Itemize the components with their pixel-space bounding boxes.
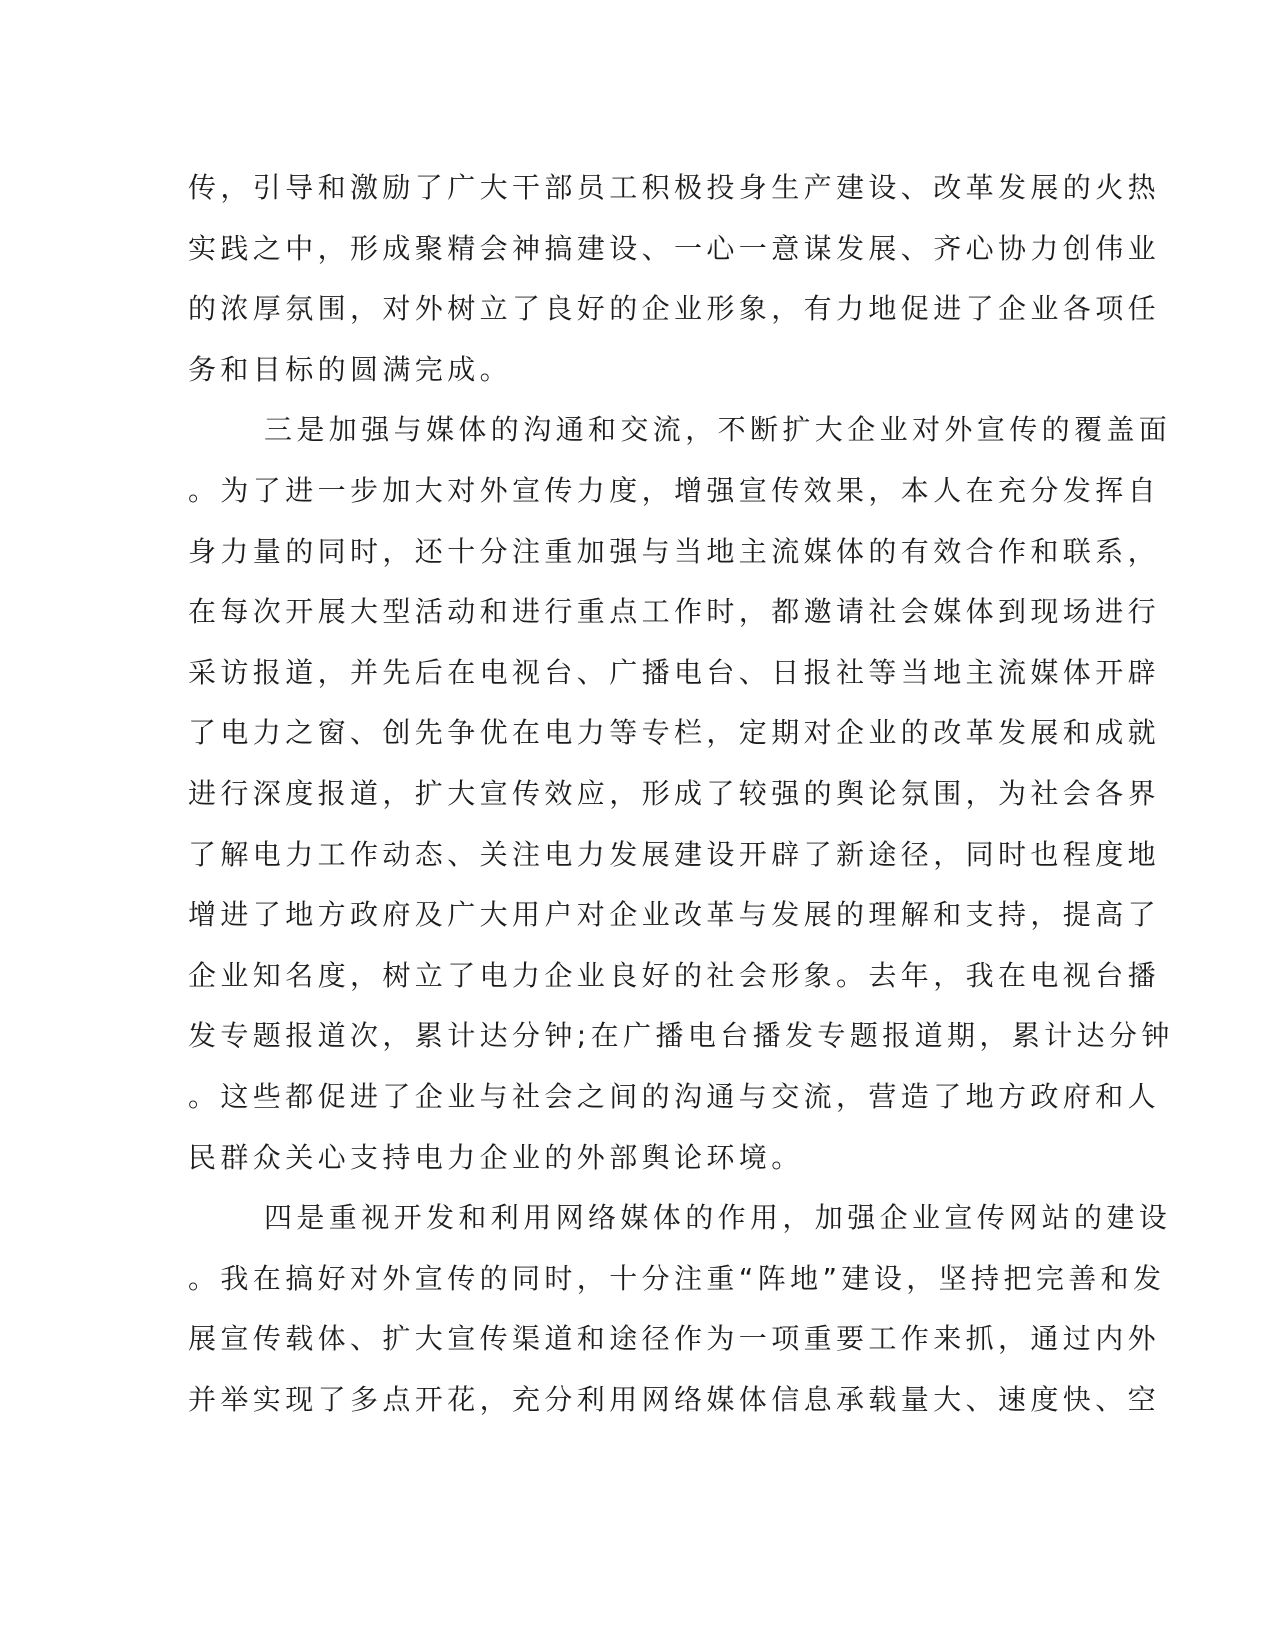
text-line: 采访报道，并先后在电视台、广播电台、日报社等当地主流媒体开辟 <box>188 655 1161 689</box>
text-line: 发专题报道次，累计达分钟;在广播电台播发专题报道期，累计达分钟 <box>188 1019 1174 1053</box>
text-line: 。为了进一步加大对外宣传力度，增强宣传效果，本人在充分发挥自 <box>188 473 1161 507</box>
text-line: 。这些都促进了企业与社会之间的沟通与交流，营造了地方政府和人 <box>188 1079 1161 1113</box>
text-line: 务和目标的圆满完成。 <box>188 352 513 386</box>
body-text <box>188 158 1174 1430</box>
text-line: 了解电力工作动态、关注电力发展建设开辟了新途径，同时也程度地 <box>188 837 1161 871</box>
text-line: 实践之中，形成聚精会神搞建设、一心一意谋发展、齐心协力创伟业 <box>188 231 1161 265</box>
text-line: 展宣传载体、扩大宣传渠道和途径作为一项重要工作来抓，通过内外 <box>188 1322 1161 1356</box>
text-line: 传，引导和激励了广大干部员工积极投身生产建设、改革发展的火热 <box>188 171 1161 204</box>
paragraph-start-line: 四是重视开发和利用网络媒体的作用，加强企业宣传网站的建设 <box>264 1201 1172 1235</box>
text-line: 民群众关心支持电力企业的外部舆论环境。 <box>188 1140 804 1174</box>
text-line: 进行深度报道，扩大宣传效应，形成了较强的舆论氛围，为社会各界 <box>188 776 1161 810</box>
text-line: 。我在搞好对外宣传的同时，十分注重“阵地”建设，坚持把完善和发 <box>188 1261 1166 1295</box>
text-line: 在每次开展大型活动和进行重点工作时，都邀请社会媒体到现场进行 <box>188 595 1161 629</box>
text-line: 身力量的同时，还十分注重加强与当地主流媒体的有效合作和联系， <box>188 534 1161 568</box>
text-line: 的浓厚氛围，对外树立了良好的企业形象，有力地促进了企业各项任 <box>188 292 1161 326</box>
text-line: 并举实现了多点开花，充分利用网络媒体信息承载量大、速度快、空 <box>188 1382 1161 1416</box>
text-line: 企业知名度，树立了电力企业良好的社会形象。去年，我在电视台播 <box>188 958 1161 992</box>
text-line: 增进了地方政府及广大用户对企业改革与发展的理解和支持，提高了 <box>188 898 1161 932</box>
paragraph-start-line: 三是加强与媒体的沟通和交流，不断扩大企业对外宣传的覆盖面 <box>264 413 1172 447</box>
text-line: 了电力之窗、创先争优在电力等专栏，定期对企业的改革发展和成就 <box>188 716 1161 750</box>
